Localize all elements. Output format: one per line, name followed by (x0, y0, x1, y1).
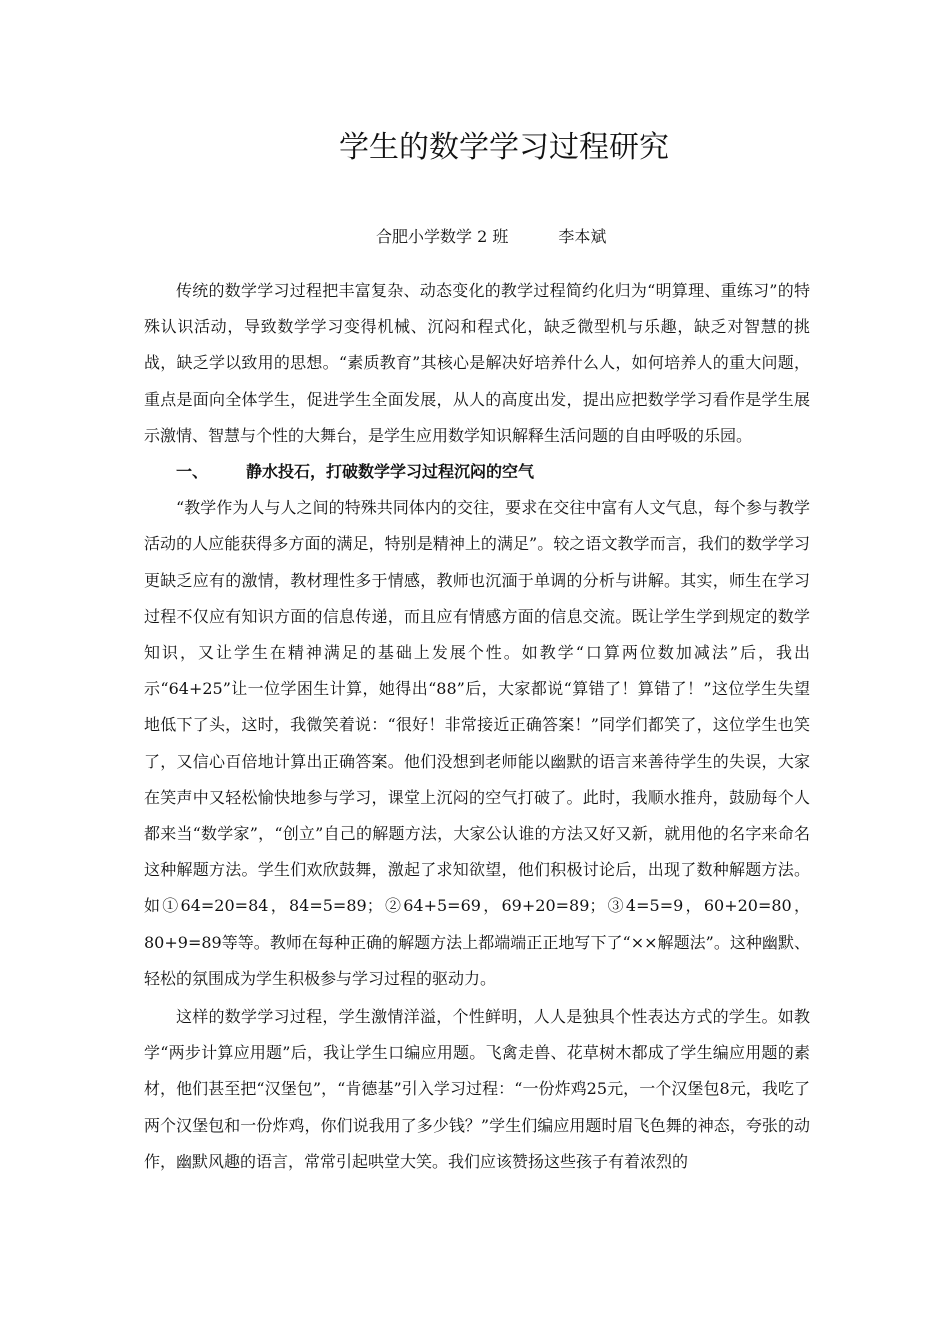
section-number: 一、 (176, 462, 209, 482)
author-name: 李本斌 (558, 227, 607, 246)
body-paragraph: “教学作为人与人之间的特殊共同体内的交往，要求在交往中富有人文气息，每个参与教学活动的人应能获得多方面的满足，特别是精神上的满足”。较之语文教学而言，我们的数学学习更缺乏应有的激情，教材理性多于情感，教师也沉湎于单调的分析与讲解。其实，师生在学习过程不仅应有知识方面的信息传递，而且应有情感方面的信息交流。既让学生学到规定的数学知识，又让学生在精神满足的基础上发展个性。如教学“口算两位数加减法”后，我出示“64+25”让一位学困生计算，她得出“88”后，大家都说“算错了！算错了！”这位学生失望地低下了头，这时，我微笑着说：“很好！非常接近正确答案！”同学们都笑了，这位学生也笑了，又信心百倍地计算出正确答案。他们没想到老师能以幽默的语言来善待学生的失误，大家在笑声中又轻松愉快地参与学习，课堂上沉闷的空气打破了。此时，我顺水推舟，鼓励每个人都来当“数学家”，“创立”自己的解题方法，大家公认谁的方法又好又新，就用他的名字来命名这种解题方法。学生们欢欣鼓舞，激起了求知欲望，他们积极讨论后，出现了数种解题方法。如①64=20=84，84=5=89；②64+5=69，69+20=89；③4=5=9，60+20=80，80+9=89等等。教师在每种正确的解题方法上都端端正正地写下了“××解题法”。这种幽默、轻松的氛围成为学生积极参与学习过程的驱动力。 (144, 498, 810, 988)
body-paragraph: 这样的数学学习过程，学生激情洋溢，个性鲜明，人人是独具个性表达方式的学生。如教学“两步计算应用题”后，我让学生口编应用题。飞禽走兽、花草树木都成了学生编应用题的素材，他们甚至把“汉堡包”，“肯德基”引入学习过程：“一份炸鸡25元，一个汉堡包8元，我吃了两个汉堡包和一份炸鸡，你们说我用了多少钱？”学生们编应用题时眉飞色舞的神态，夸张的动作，幽默风趣的语言，常常引起哄堂大笑。我们应该赞扬这些孩子有着浓烈的 (144, 1007, 810, 1171)
document-body (144, 273, 810, 1180)
document-title: 学生的数学学习过程研究 (339, 130, 669, 165)
intro-paragraph: 传统的数学学习过程把丰富复杂、动态变化的教学过程简约化归为“明算理、重练习”的特殊认识活动，导致数学学习变得机械、沉闷和程式化，缺乏微型机与乐趣，缺乏对智慧的挑战，缺乏学以致用的思想。“素质教育”其核心是解决好培养什么人，如何培养人的重大问题，重点是面向全体学生，促进学生全面发展，从人的高度出发，提出应把数学学习看作是学生展示激情、智慧与个性的大舞台，是学生应用数学知识解释生活问题的自由呼吸的乐园。 (144, 281, 810, 445)
section-heading (144, 454, 810, 490)
section-heading-text: 静水投石，打破数学学习过程沉闷的空气 (246, 462, 535, 482)
byline (376, 226, 606, 248)
affiliation: 合肥小学数学 2 班 (376, 227, 509, 246)
